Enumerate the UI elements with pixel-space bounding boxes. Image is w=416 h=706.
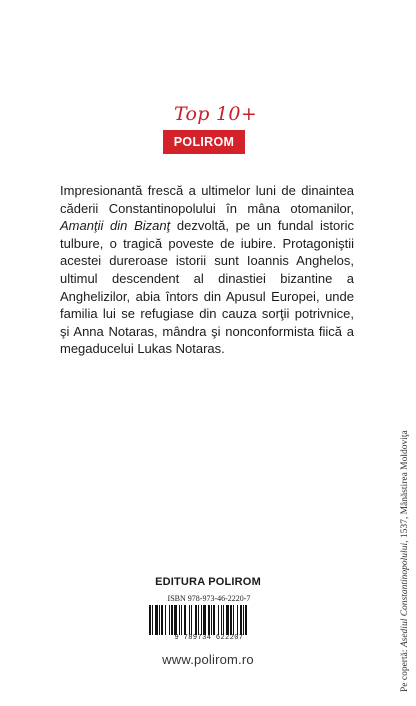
- series-script-label: Top 10+: [174, 103, 258, 125]
- barcode-bar: [181, 605, 182, 635]
- barcode-bar: [245, 605, 247, 635]
- barcode-bar: [174, 605, 177, 635]
- barcode: [147, 605, 271, 635]
- barcode-bar: [208, 605, 210, 635]
- barcode-bar: [230, 605, 232, 635]
- barcode-bar: [198, 605, 199, 635]
- barcode-bar: [171, 605, 173, 635]
- isbn-label: ISBN 978-973-46-2220-7: [167, 594, 251, 603]
- book-blurb: [60, 182, 354, 358]
- barcode-bar: [233, 605, 234, 635]
- credit-work-title: Asediul Constantinopolului: [400, 542, 410, 648]
- series-logo: [163, 102, 258, 160]
- blurb-text-part1: Impresionantă frescă a ultimelor luni de dinaintea căderii Constantinopolului în mâna otomanilor,: [60, 183, 354, 216]
- barcode-bar: [159, 605, 160, 635]
- blurb-book-title: Amanţii din Bizanţ: [60, 218, 171, 234]
- barcode-bar: [165, 605, 166, 635]
- barcode-block: [139, 594, 279, 644]
- barcode-bar: [201, 605, 202, 635]
- barcode-bar: [237, 605, 238, 635]
- publisher-website: www.polirom.ro: [162, 652, 254, 667]
- barcode-digits: 9 789734 622207: [174, 634, 244, 642]
- barcode-bar: [179, 605, 180, 635]
- barcode-bar: [184, 605, 186, 635]
- cover-image-credit: [398, 322, 412, 692]
- barcode-bar: [211, 605, 212, 635]
- barcode-bar: [195, 605, 197, 635]
- barcode-bar: [155, 605, 158, 635]
- publisher-name: EDITURA POLIROM: [155, 576, 261, 588]
- barcode-bar: [189, 605, 190, 635]
- credit-prefix: Pe copertă:: [400, 647, 410, 692]
- barcode-bar: [169, 605, 170, 635]
- credit-suffix: , 1537, Mânăstirea Moldoviţa: [400, 430, 410, 543]
- barcode-bar: [240, 605, 242, 635]
- blurb-text-part2: dezvoltă, pe un fundal istoric tulbure, o tragică poveste de iubire. Protagoniştii acestei dureroase istorii sunt Ioannis Anghelos, ultimul descendent al dinastiei bizantine a Anghelizilor, abia întors din Apusul Europei, unde familia lui se refugiase din cauza sorţii potrivnice, şi Anna Notaras, mândra şi nonconformista fiică a megaducelui Lukas Notaras.: [60, 218, 354, 357]
- barcode-bar: [203, 605, 206, 635]
- barcode-bar: [218, 605, 219, 635]
- barcode-bar: [243, 605, 244, 635]
- barcode-bar: [149, 605, 151, 635]
- barcode-bar: [221, 605, 222, 635]
- barcode-bar: [226, 605, 229, 635]
- barcode-bar: [152, 605, 153, 635]
- blurb-paragraph: [60, 182, 354, 358]
- barcode-bar: [213, 605, 215, 635]
- barcode-bar: [223, 605, 224, 635]
- barcode-bar: [191, 605, 192, 635]
- series-publisher-box: POLIROM: [163, 130, 245, 154]
- barcode-bar: [161, 605, 163, 635]
